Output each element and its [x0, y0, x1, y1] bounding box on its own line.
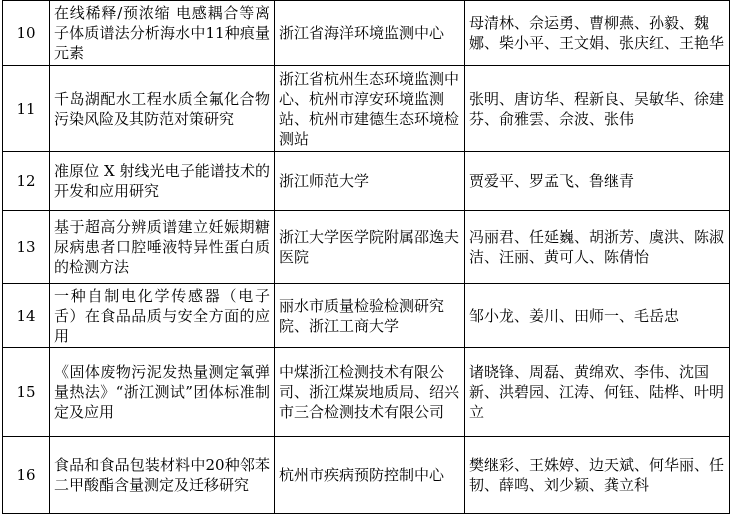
project-name: 基于超高分辨质谱建立妊娠期糖尿病患者口腔唾液特异性蛋白质的检测方法: [50, 211, 275, 284]
project-name: 食品和食品包装材料中20种邻苯二甲酸酯含量测定及迁移研究: [50, 437, 275, 514]
table-row: [3, 348, 730, 437]
project-name: 千岛湖配水工程水质全氟化合物污染风险及其防范对策研究: [50, 66, 275, 152]
table-row: [3, 437, 730, 514]
row-number: 13: [3, 211, 50, 284]
row-number: 10: [3, 1, 50, 66]
participants: 张明、唐访华、程新良、吴敏华、徐建芬、俞雅雲、佘波、张伟: [465, 66, 730, 152]
table-row: [3, 1, 730, 66]
organization: 中煤浙江检测技术有限公司、浙江煤炭地质局、绍兴市三合检测技术有限公司: [275, 348, 465, 437]
table-row: [3, 211, 730, 284]
organization: 浙江师范大学: [275, 152, 465, 211]
participants: 贾爱平、罗孟飞、鲁继青: [465, 152, 730, 211]
participants: 樊继彩、王姝婷、边天斌、何华丽、任韧、薛鸣、刘少颖、龚立科: [465, 437, 730, 514]
organization: 浙江省海洋环境监测中心: [275, 1, 465, 66]
row-number: 11: [3, 66, 50, 152]
awards-table: [2, 0, 730, 514]
project-name: 在线稀释/预浓缩 电感耦合等离子体质谱法分析海水中11种痕量元素: [50, 1, 275, 66]
organization: 浙江省杭州生态环境监测中心、杭州市淳安环境监测站、杭州市建德生态环境检测站: [275, 66, 465, 152]
row-number: 16: [3, 437, 50, 514]
organization: 丽水市质量检验检测研究院、浙江工商大学: [275, 284, 465, 348]
row-number: 12: [3, 152, 50, 211]
project-name: 准原位 X 射线光电子能谱技术的开发和应用研究: [50, 152, 275, 211]
row-number: 15: [3, 348, 50, 437]
organization: 杭州市疾病预防控制中心: [275, 437, 465, 514]
table-row: [3, 284, 730, 348]
participants: 冯丽君、任延巍、胡浙芳、虞洪、陈淑洁、汪丽、黄可人、陈倩怡: [465, 211, 730, 284]
participants: 邹小龙、姜川、田师一、毛岳忠: [465, 284, 730, 348]
row-number: 14: [3, 284, 50, 348]
participants: 母清林、佘运勇、曹柳燕、孙毅、魏娜、柴小平、王文娟、张庆红、王艳华: [465, 1, 730, 66]
table-row: [3, 66, 730, 152]
participants: 诸晓锋、周磊、黄绵欢、李伟、沈国新、洪碧园、江涛、何钰、陆桦、叶明立: [465, 348, 730, 437]
project-name: 《固体废物污泥发热量测定氧弹量热法》“浙江测试”团体标准制定及应用: [50, 348, 275, 437]
table-row: [3, 152, 730, 211]
project-name: 一种自制电化学传感器（电子舌）在食品品质与安全方面的应用: [50, 284, 275, 348]
organization: 浙江大学医学院附属邵逸夫医院: [275, 211, 465, 284]
